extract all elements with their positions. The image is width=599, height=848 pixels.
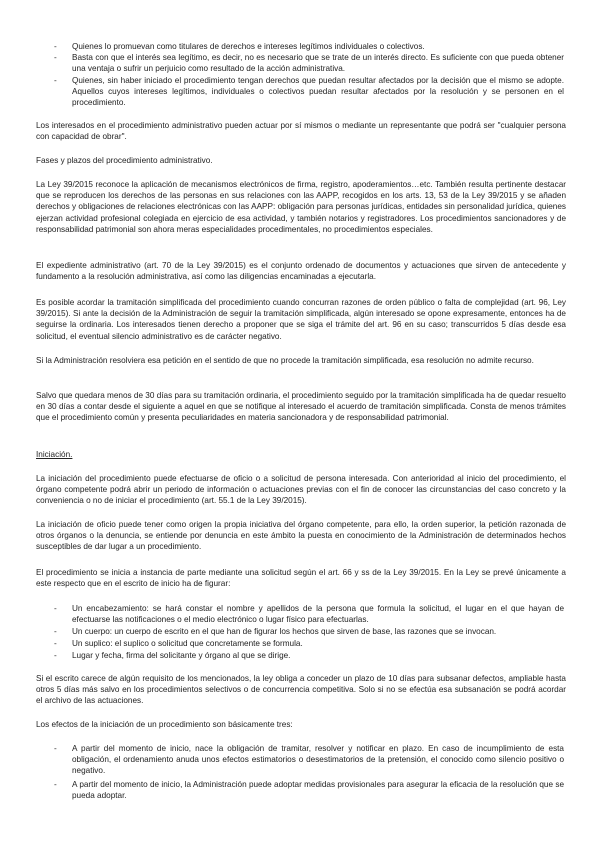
list-item: Un cuerpo: un cuerpo de escrito en el que han de figurar los hechos que sirven de base, las razones que se invocan. <box>72 627 497 636</box>
bullet-dash: - <box>54 627 57 636</box>
bullet-dash: - <box>54 604 57 613</box>
bullet-dash: - <box>54 651 57 660</box>
bullet-dash: - <box>54 76 57 85</box>
bullet-dash: - <box>54 639 57 648</box>
paragraph-resolviera: Si la Administración resolviera esa petición en el sentido de que no procede la tramitación simplificada, esa resolución no admite recurso. <box>36 356 534 365</box>
paragraph-oficio: La iniciación de oficio puede tener como origen la propia iniciativa del órgano competente, para ello, la orden superior, la petición razonada de otros órganos o la denuncia, se entiende por denuncia en este ámbito la puesta en conocimiento de la Administración de determinados hechos susceptibles de dar lugar a un procedimiento. <box>36 520 566 552</box>
paragraph-subsanar: Si el escrito carece de algún requisito de los mencionados, la ley obliga a conceder un plazo de 10 días para subsanar defectos, ampliable hasta otros 5 días más salvo en los procedimientos selectivos o de concurrencia competitiva. Solo si no se efectúa esa subsanación se podrá acordar el archivo de las actuaciones. <box>36 674 566 706</box>
paragraph-representante: Los interesados en el procedimiento administrativo pueden actuar por sí mismos o mediante un representante que podrá ser "cualquier persona con capacidad de obrar". <box>36 121 566 142</box>
list-item: Lugar y fecha, firma del solicitante y órgano al que se dirige. <box>72 651 291 660</box>
paragraph-salvo: Salvo que quedara menos de 30 días para su tramitación ordinaria, el procedimiento seguido por la tramitación simplificada ha de quedar resuelto en 30 días a contar desde el siguiente a aquel en que se notifique al interesado el acuerdo de tramitación simplificada. Consta de menos trámites que el procedimiento común y presenta peculiaridades en materia sancionadora y de responsabilidad patrimonial. <box>36 391 566 423</box>
paragraph-iniciacion: La iniciación del procedimiento puede efectuarse de oficio o a solicitud de persona interesada. Con anterioridad al inicio del procedimiento, el órgano competente podrá abrir un periodo de información o actuaciones previas con el fin de conocer las circunstancias del caso concreto y la conveniencia o no de iniciar el procedimiento (art. 55.1 de la Ley 39/2015). <box>36 474 566 506</box>
paragraph-instancia: El procedimiento se inicia a instancia de parte mediante una solicitud según el art. 66 y ss de la Ley 39/2015. En la Ley se prevé únicamente a este respecto que en el escrito de inicio ha de figurar: <box>36 568 566 589</box>
bullet-dash: - <box>54 780 57 789</box>
list-item: Un suplico: el suplico o solicitud que concretamente se formula. <box>72 639 303 648</box>
bullet-dash: - <box>54 53 57 62</box>
paragraph-expediente: El expediente administrativo (art. 70 de la Ley 39/2015) es el conjunto ordenado de documentos y actuaciones que sirven de antecedente y fundamento a la resolución administrativa, así como las diligencias encaminadas a ejecutarla. <box>36 261 566 282</box>
section-heading-iniciacion: Iniciación. <box>36 450 73 459</box>
paragraph-simplificada: Es posible acordar la tramitación simplificada del procedimiento cuando concurran razones de orden público o falta de complejidad (art. 96, Ley 39/2015). Si ante la decisión de la Administración de seguir la tramitación simplificada, algún interesado se opone expresamente, entonces ha de seguirse la ordinaria. Los interesados tienen derecho a proponer que se siga el trámite del art. 96 en su caso; transcurridos 5 días desde esa solicitud, el eventual silencio administrativo es de carácter negativo. <box>36 298 566 341</box>
bullet-dash: - <box>54 42 57 51</box>
list-item: Un encabezamiento: se hará constar el nombre y apellidos de la persona que formula la solicitud, el lugar en el que hayan de efectuarse las notificaciones o el medio electrónico o lugar físico para efectuarlas. <box>72 604 564 625</box>
paragraph-ley: La Ley 39/2015 reconoce la aplicación de mecanismos electrónicos de firma, registro, apoderamientos…etc. También resulta pertinente destacar que se reproducen los derechos de las personas en sus relaciones con las AAPP, recogidos en los arts. 13, 53 de la Ley 39/2015 y se añaden derechos y obligaciones de relaciones electrónicas con las AAPP: obligación para personas jurídicas, entidades sin personalidad jurídica, quienes ejerzan actividad profesional colegiada en ejercicio de esa actividad, y también notarios y registradores. Los procedimientos sancionadores y de responsabilidad patrimonial son ahora meras especialidades procedimentales, no procedimientos especiales. <box>36 180 566 234</box>
section-heading-fases: Fases y plazos del procedimiento administrativo. <box>36 156 213 165</box>
list-item: Quienes, sin haber iniciado el procedimiento tengan derechos que puedan resultar afectados por la decisión que el mismo se adopte. Aquellos cuyos intereses legítimos, individuales o colectivos puedan resultar afectados por la resolución y se personen en el procedimiento. <box>72 76 564 108</box>
list-item: A partir del momento de inicio, nace la obligación de tramitar, resolver y notificar en plazo. En caso de incumplimiento de esta obligación, el ordenamiento anuda unos efectos estimatorios o desestimatorios de la pretensión, el conocido como silencio positivo o negativo. <box>72 744 564 776</box>
bullet-dash: - <box>54 744 57 753</box>
list-item: Quienes lo promuevan como titulares de derechos e intereses legítimos individuales o colectivos. <box>72 42 425 51</box>
list-item: Basta con que el interés sea legítimo, es decir, no es necesario que se trate de un interés directo. Es suficiente con que pueda obtener una ventaja o sufrir un perjuicio como resultado de la acción administrativa. <box>72 53 564 74</box>
list-item: A partir del momento de inicio, la Administración puede adoptar medidas provisionales para asegurar la eficacia de la resolución que se pueda adoptar. <box>72 780 564 801</box>
paragraph-efectos: Los efectos de la iniciación de un procedimiento son básicamente tres: <box>36 720 293 729</box>
